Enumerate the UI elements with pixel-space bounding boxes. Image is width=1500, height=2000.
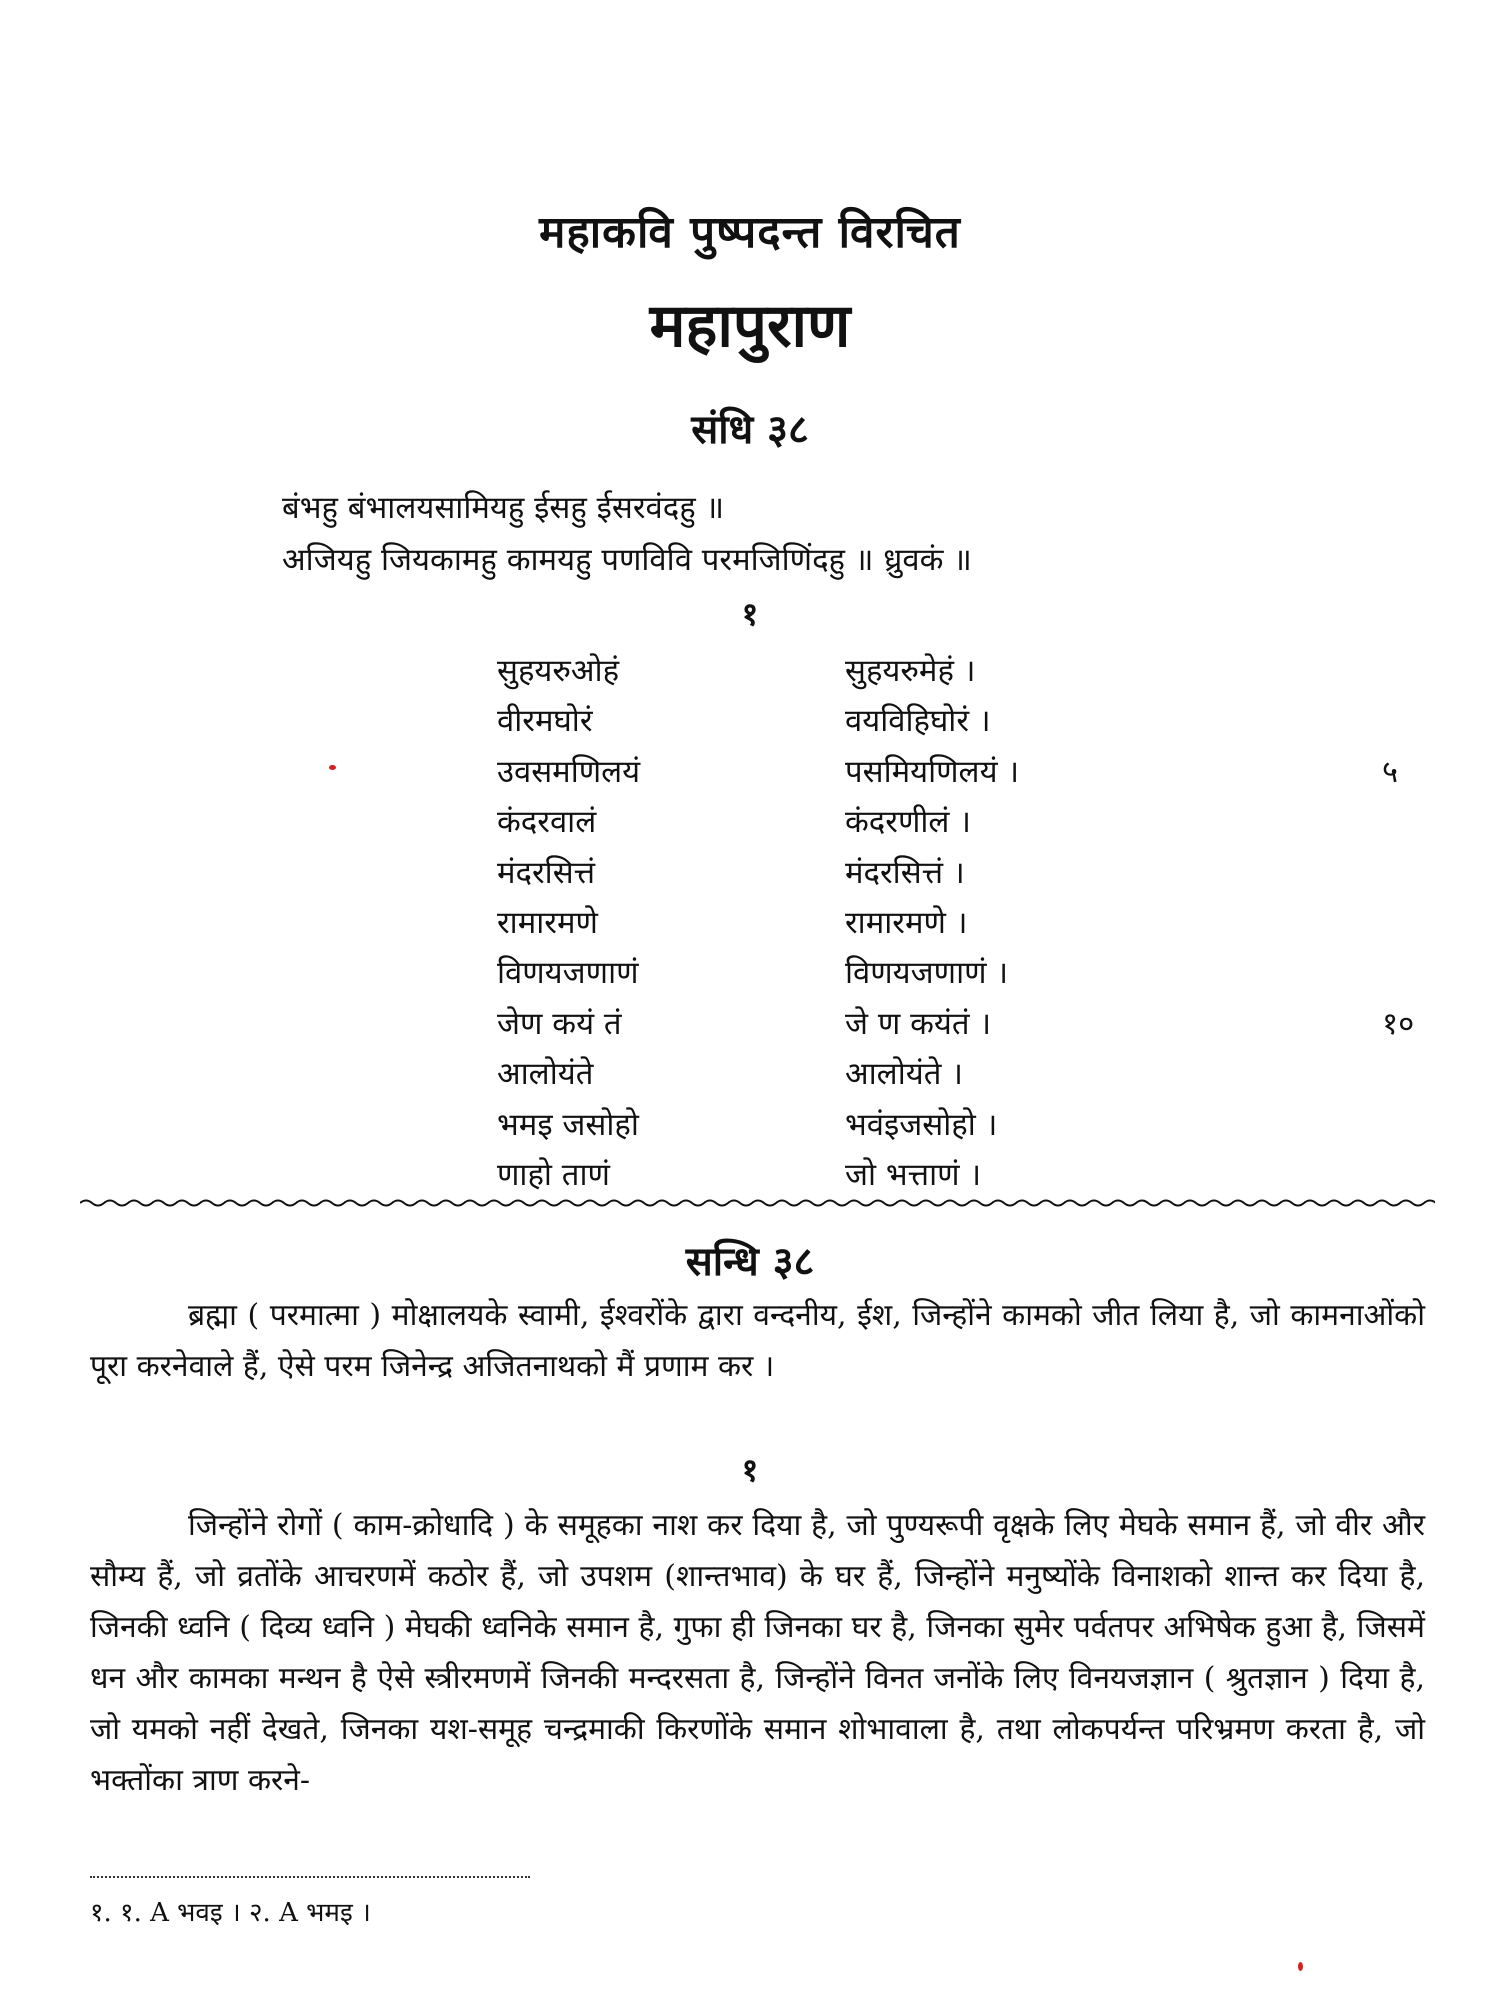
verse-right: जे ण कयंतं ।: [845, 1005, 992, 1042]
line-number: १०: [1382, 1005, 1415, 1042]
verse-row: [0, 1150, 1500, 1200]
verse-left: उवसमणिलयं: [497, 753, 641, 790]
verse-right: भवंइजसोहो ।: [845, 1106, 998, 1143]
verse-left: कंदरवालं: [497, 804, 597, 841]
verse-row: [0, 1049, 1500, 1099]
red-ink-mark: [1298, 1962, 1303, 1971]
translation-intro: ब्रह्मा ( परमात्मा ) मोक्षालयके स्वामी, ईश्वरोंके द्वारा वन्दनीय, ईश, जिन्होंने कामको जीत लिया है, जो कामनाओंको पूरा करनेवाले हैं, ऐसे परम जिनेन्द्र अजितनाथको मैं प्रणाम कर ।: [90, 1298, 1425, 1384]
verse-right: मंदरसित्तं ।: [845, 854, 965, 891]
verse-row: [0, 797, 1500, 847]
verse-row: [0, 1100, 1500, 1150]
verse-right: जो भत्ताणं ।: [845, 1156, 982, 1193]
verse-left: सुहयरुओहं: [497, 653, 620, 689]
book-subtitle: महाकवि पुष्पदन्त विरचित: [539, 207, 961, 258]
verse-row: [0, 696, 1500, 746]
footnote-rule: [90, 1876, 530, 1878]
verse-list: [0, 646, 1500, 1200]
translation-paragraph: जिन्होंने रोगों ( काम-क्रोधादि ) के समूहका नाश कर दिया है, जो पुण्यरूपी वृक्षके लिए मेघके समान हैं, जो वीर और सौम्य हैं, जो व्रतोंके आचरणमें कठोर हैं, जो उपशम (शान्तभाव) के घर हैं, जिन्होंने मनुष्योंके विनाशको शान्त कर दिया है, जिनकी ध्वनि ( दिव्य ध्वनि ) मेघकी ध्वनिके समान है, गुफा ही जिनका घर है, जिनका सुमेर पर्वतपर अभिषेक हुआ है, जिसमें धन और कामका मन्थन है ऐसे स्त्रीरमणमें जिनकी मन्दरसता है, जिन्होंने विनत जनोंके लिए विनयजज्ञान ( श्रुतज्ञान ) दिया है, जो यमको नहीं देखते, जिनका यश-समूह चन्द्रमाकी किरणोंके समान शोभावाला है, तथा लोकपर्यन्त परिभ्रमण करता है, जो भक्तोंका त्राण करने-: [90, 1508, 1425, 1798]
verse-row: [0, 848, 1500, 898]
verse-left: णाहो ताणं: [497, 1156, 610, 1193]
verse-row: [0, 999, 1500, 1049]
verse-left: मंदरसित्तं: [497, 854, 596, 891]
verse-number: १: [741, 595, 759, 633]
verse-left: जेण कयं तं: [497, 1005, 622, 1042]
dhruvak-verse: [282, 482, 972, 586]
line-number: ५: [1382, 753, 1399, 790]
translation-number: १: [741, 1451, 759, 1489]
verse-right: सुहयरुमेहं ।: [845, 653, 976, 689]
wavy-divider: [80, 1195, 1435, 1211]
verse-left: आलोयंते: [497, 1056, 594, 1093]
verse-row: [0, 948, 1500, 998]
verse-left: रामारमणे: [497, 904, 598, 941]
verse-right: आलोयंते ।: [845, 1056, 963, 1093]
book-title: महापुराण: [649, 291, 851, 361]
verse-right: पसमियणिलयं ।: [845, 753, 1020, 790]
verse-left: विणयजणाणं: [497, 955, 639, 992]
sandhi-heading: संधि ३८: [691, 406, 809, 453]
dhruvak-line-1: बंभहु बंभालयसामियहु ईसहु ईसरवंदहु ॥: [282, 490, 725, 526]
verse-right: वयविहिघोरं ।: [845, 703, 991, 740]
verse-left: भमइ जसोहो: [497, 1106, 639, 1143]
red-ink-mark: [329, 765, 336, 770]
dhruvak-line-2: अजियहु जियकामहु कामयहु पणविवि परमजिणिंदहु ॥ ध्रुवकं ॥: [282, 542, 972, 578]
verse-left: वीरमघोरं: [497, 703, 593, 740]
verse-right: रामारमणे ।: [845, 904, 968, 941]
verse-row: [0, 747, 1500, 797]
verse-right: विणयजणाणं ।: [845, 955, 1009, 992]
verse-right: कंदरणीलं ।: [845, 804, 972, 841]
footnote: १. १. A भवइ । २. A भमइ ।: [90, 1898, 371, 1928]
verse-row: [0, 646, 1500, 696]
verse-row: [0, 898, 1500, 948]
translation-heading: सन्धि ३८: [685, 1238, 815, 1285]
